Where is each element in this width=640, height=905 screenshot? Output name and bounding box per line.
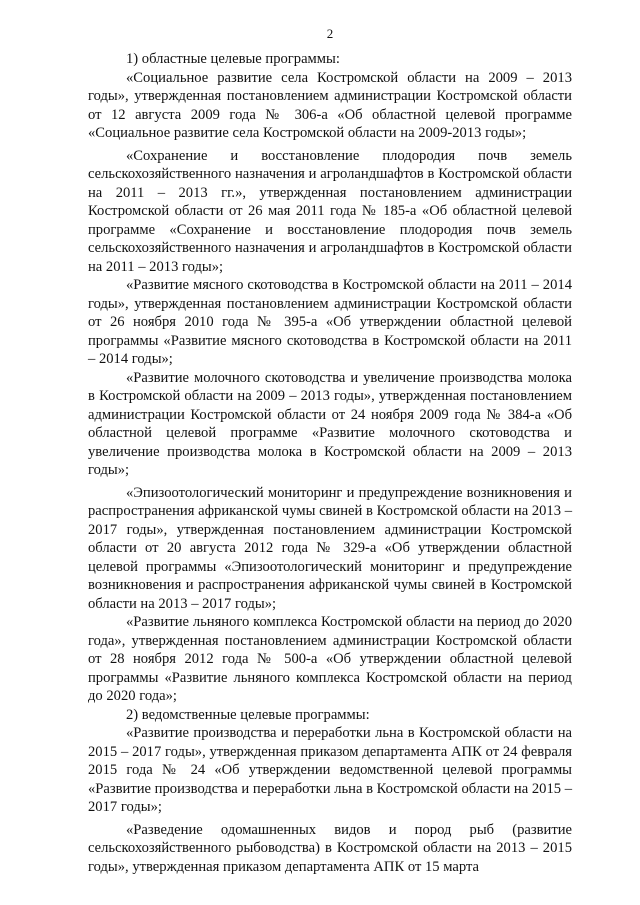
- program-item-dairy-cattle: «Развитие молочного скотоводства и увеличение производства молока в Костромской области на 2009 – 2013 годы», утвержденная постановлением администрации Костромской области от 24 ноября 2009 года № 384-а «Об областной целевой программе «Развитие молочного скотоводства и увеличение производства молока в Костромской области на 2009 – 2013 годы»;: [88, 369, 572, 478]
- program-item-african-swine-fever: «Эпизоотологический мониторинг и предупреждение возникновения и распространения африканской чумы свиней в Костромской области на 2013 – 2017 годы», утвержденная постановлением администрации Костромской области от 20 августа 2012 года № 329-а «Об утверждении областной целевой программы «Эпизоотологический мониторинг и предупреждение возникновения и распространения африканской чумы свиней в Костромской области на 2013 – 2017 годы»;: [88, 484, 572, 612]
- program-item-fish-farming: «Разведение одомашненных видов и пород рыб (развитие сельскохозяйственного рыбоводства) в Костромской области на 2013 – 2015 годы», утвержденная приказом департамента АПК от 15 марта: [88, 821, 572, 875]
- program-item-flax-complex: «Развитие льняного комплекса Костромской области на период до 2020 года», утвержденная постановлением администрации Костромской области от 28 ноября 2012 года № 500-а «Об утверждении областной целевой программы «Развитие льняного комплекса Костромской области на период до 2020 года»;: [88, 614, 572, 704]
- program-item-beef-cattle: «Развитие мясного скотоводства в Костромской области на 2011 – 2014 годы», утвержденная постановлением администрации Костромской области от 26 ноября 2010 года № 395-а «Об утверждении областной целевой программы «Развитие мясного скотоводства в Костромской области на 2011 – 2014 годы»;: [88, 277, 572, 367]
- program-item-flax-processing: «Развитие производства и переработки льна в Костромской области на 2015 – 2017 годы», утвержденная приказом департамента АПК от 24 февраля 2015 года № 24 «Об утверждении ведомственной целевой программы «Развитие производства и переработки льна в Костромской области на 2015 – 2017 годы»;: [88, 725, 572, 815]
- program-item-rural-development: «Социальное развитие села Костромской области на 2009 – 2013 годы», утвержденная постановлением администрации Костромской области от 12 августа 2009 года № 306-а «Об областной целевой программе «Социальное развитие села Костромской области на 2009-2013 годы»;: [88, 69, 572, 141]
- section-heading-departmental-programs: 2) ведомственные целевые программы:: [126, 706, 370, 723]
- section-heading-regional-programs: 1) областные целевые программы:: [126, 51, 340, 67]
- program-item-soil-fertility: «Сохранение и восстановление плодородия почв земель сельскохозяйственного назначения и агроландшафтов в Костромской области на 2011 – 2013 гг.», утвержденная постановлением администрации Костромской области от 26 мая 2011 года № 185-а «Об областной целевой программе «Сохранение и восстановление плодородия почв земель сельскохозяйственного назначения и агроландшафтов в Костромской области на 2011 – 2013 годы»;: [88, 147, 572, 275]
- page-number: 2: [326, 26, 334, 41]
